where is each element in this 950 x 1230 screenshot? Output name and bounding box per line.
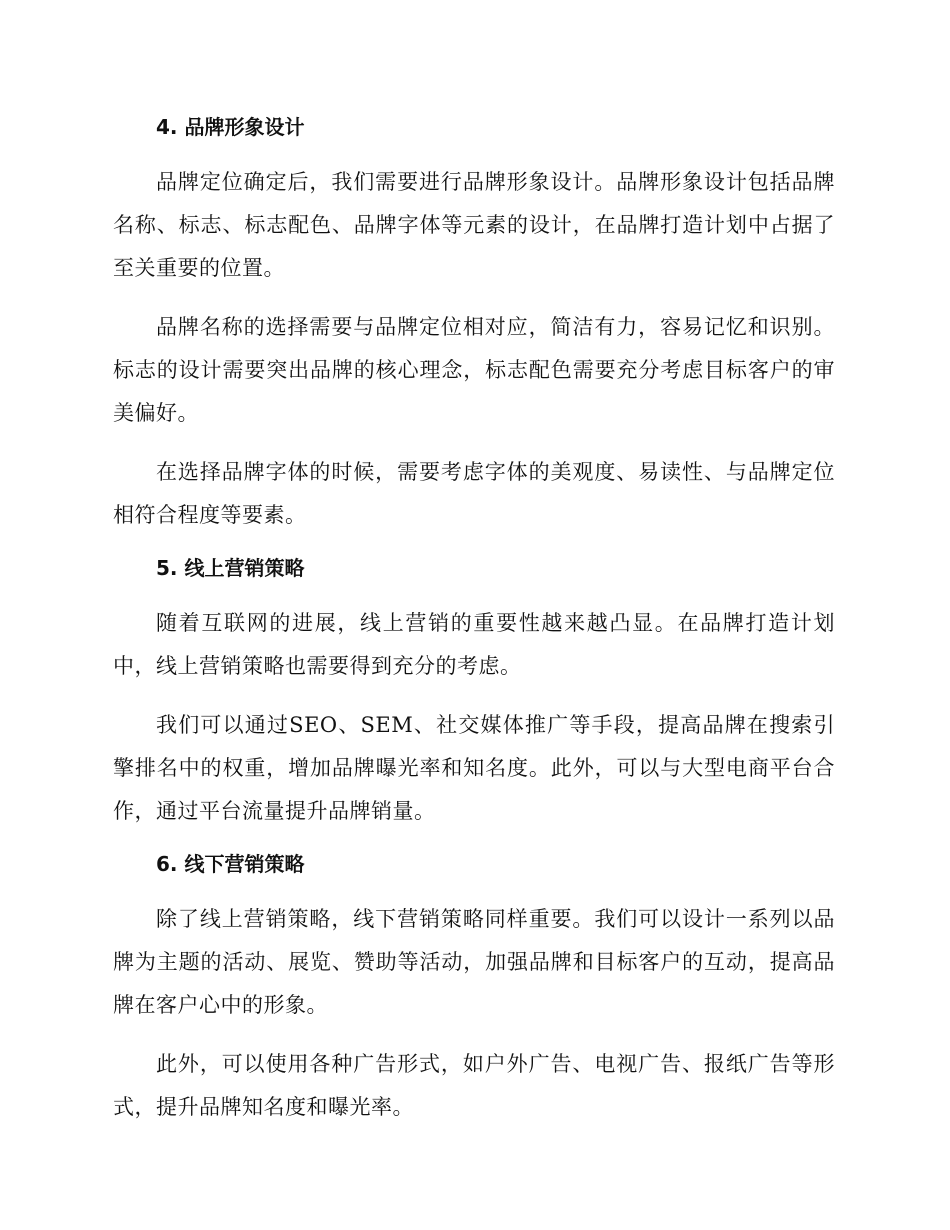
paragraph: 我们可以通过SEO、SEM、社交媒体推广等手段，提高品牌在搜索引擎排名中的权重，增加品牌曝光率和知名度。此外，可以与大型电商平台合作，通过平台流量提升品牌销量。 — [113, 713, 835, 823]
section-heading-brand-image-design: 4. 品牌形象设计 — [156, 115, 305, 139]
paragraph: 除了线上营销策略，线下营销策略同样重要。我们可以设计一系列以品牌为主题的活动、展览、赞助等活动，加强品牌和目标客户的互动，提高品牌在客户心中的形象。 — [113, 907, 835, 1017]
section-heading-offline-marketing: 6. 线下营销策略 — [156, 852, 305, 876]
paragraph: 品牌定位确定后，我们需要进行品牌形象设计。品牌形象设计包括品牌名称、标志、标志配色、品牌字体等元素的设计，在品牌打造计划中占据了至关重要的位置。 — [113, 170, 835, 280]
section-heading-online-marketing: 5. 线上营销策略 — [156, 556, 305, 580]
paragraph: 品牌名称的选择需要与品牌定位相对应，简洁有力，容易记忆和识别。标志的设计需要突出品牌的核心理念，标志配色需要充分考虑目标客户的审美偏好。 — [113, 315, 835, 425]
paragraph: 在选择品牌字体的时候，需要考虑字体的美观度、易读性、与品牌定位相符合程度等要素。 — [113, 460, 835, 527]
document-body — [113, 112, 835, 1145]
paragraph: 此外，可以使用各种广告形式，如户外广告、电视广告、报纸广告等形式，提升品牌知名度和曝光率。 — [113, 1052, 835, 1119]
paragraph: 随着互联网的进展，线上营销的重要性越来越凸显。在品牌打造计划中，线上营销策略也需要得到充分的考虑。 — [113, 611, 835, 678]
